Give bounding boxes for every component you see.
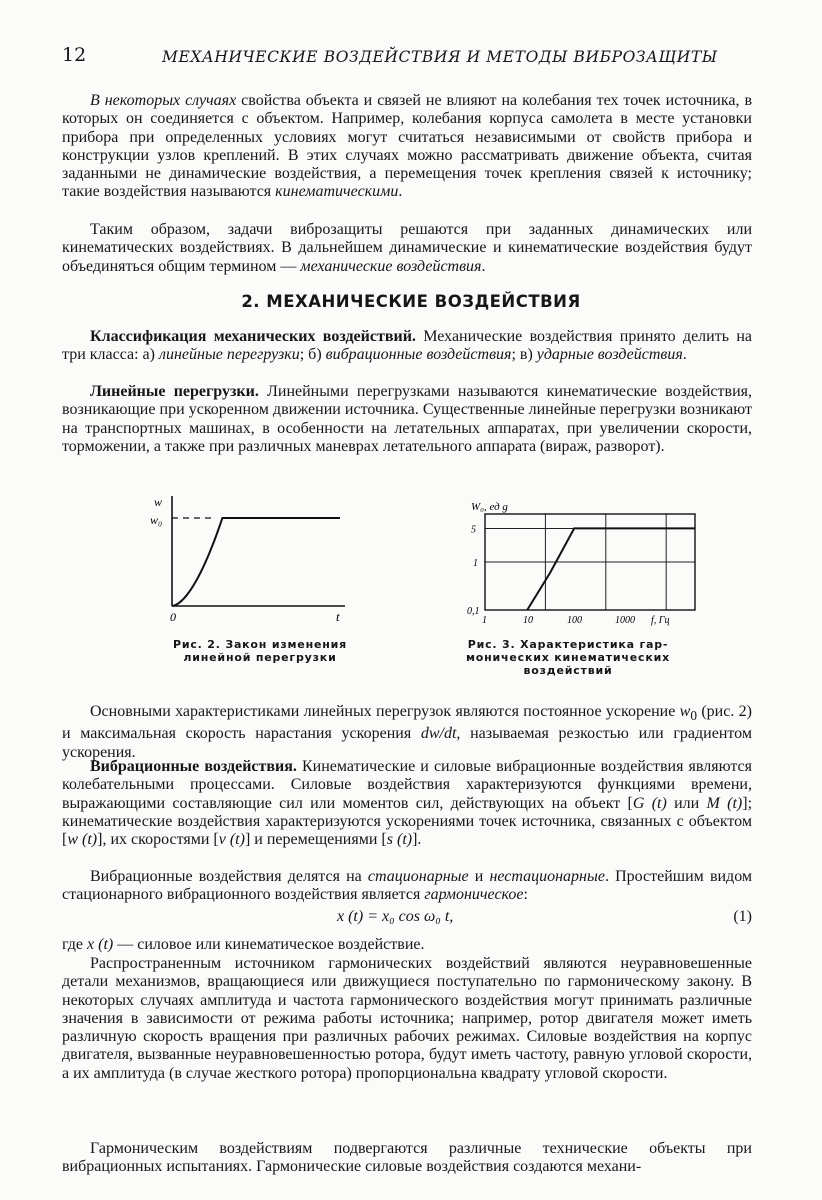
fig2-level-label: w₀ <box>150 513 163 527</box>
figure-3-caption: Рис. 3. Характеристика гар- монических кинематических воздействий <box>465 638 671 677</box>
fig3-x-unit: f, Гц <box>651 615 670 626</box>
fig3-x-tick: 100 <box>567 615 582 626</box>
figure-3-harmonic-characteristic <box>455 496 705 631</box>
equation-expression: x (t) = x₀ cos ω₀ t, <box>337 908 454 925</box>
fig2-origin-label: 0 <box>170 610 176 623</box>
paragraph-heading: Линейные перегрузки. <box>90 383 259 400</box>
paragraph-where: где x (t) — силовое или кинематическое воздействие. <box>62 936 425 953</box>
section-title: 2. МЕХАНИЧЕСКИЕ ВОЗДЕЙСТВИЯ <box>241 292 581 311</box>
fig3-y-tick: 1 <box>473 558 478 569</box>
fig3-x-tick: 1 <box>482 615 487 626</box>
paragraph-heading: Вибрационные воздействия. <box>90 758 297 775</box>
figure-2-overload-law <box>140 488 370 623</box>
figure-2-caption: Рис. 2. Закон изменения линейной перегрузки <box>172 638 348 664</box>
fig2-x-label: t <box>336 609 340 623</box>
paragraph-harmonic-sources: Распространенным источником гармонических воздействий являются неуравновешенные детали механизмов, вращающиеся или движущиеся поступательно по гармоническому закону. В некоторых случаях амплитуда и частота гармонического воздействия могут принимать различные значения в зависимости от режима работы источника; например, ротор двигателя может иметь различную скорость вращения при различных рабочих режимах. Силовые воздействия на корпус двигателя, вызванные неуравновешенностью ротора, будут иметь частоту, равную угловой скорости, а их амплитуда (в случае жесткого ротора) пропорциональна квадрату угловой скорости. <box>62 955 752 1082</box>
paragraph-vibration-actions: Вибрационные воздействия. Кинематические и силовые вибрационные воздействия являются колебательными процессами. Силовые воздействия характеризуются функциями времени, выражающими составляющие сил или моментов сил, действующих на объект [G (t) или M (t)]; кинематические воздействия характеризуются ускорениями точек источника, связанных с объектом [w (t)], их скоростями [v (t)] и перемещениями [s (t)]. <box>62 758 753 849</box>
fig2-overload-curve <box>172 518 340 606</box>
paragraph-vibration-tests: Гармоническим воздействиям подвергаются различные технические объекты при вибрационных испытаниях. Гармонические силовые воздействия создаются механи- <box>62 1140 752 1176</box>
fig3-series-line <box>527 528 695 610</box>
equation-number: (1) <box>733 908 752 925</box>
paragraph-classification: Классификация механических воздействий. Механические воздействия принято делить на три класса: а) линейные перегрузки; б) вибрационные воздействия; в) ударные воздействия. <box>62 328 753 364</box>
paragraph-summary: Таким образом, задачи виброзащиты решаются при заданных динамических или кинематических воздействиях. В дальнейшем динамические и кинематические воздействия будут объединяться общим термином — механические воздействия. <box>62 221 752 275</box>
fig3-y-label: W₀, ед g <box>471 501 508 513</box>
fig3-x-tick: 10 <box>523 615 533 626</box>
fig3-x-tick: 1000 <box>615 615 635 626</box>
running-title: МЕХАНИЧЕСКИЕ ВОЗДЕЙСТВИЯ И МЕТОДЫ ВИБРОЗАЩИТЫ <box>162 48 718 66</box>
page-number: 12 <box>62 44 87 66</box>
fig2-y-label: w <box>154 495 163 509</box>
term-kinematic: кинематическими <box>275 183 399 201</box>
paragraph-stationary: Вибрационные воздействия делятся на стационарные и нестационарные. Простейшим видом стационарного вибрационного воздействия является гармоническое: <box>62 868 753 904</box>
page-header <box>62 44 752 70</box>
paragraph-overload-characteristics: Основными характеристиками линейных перегрузок являются постоянное ускорение $w_0$ (рис. 2) и максимальная скорость нарастания ускорения dw/dt, называемая резкостью или градиентом ускорения. <box>62 703 753 761</box>
fig3-y-tick: 5 <box>471 524 476 536</box>
fig3-y-tick: 0,1 <box>467 606 480 617</box>
paragraph-kinematic-intro: В некоторых случаях свойства объекта и связей не влияют на колебания тех точек источника, в которых он соединяется с объектом. Например, колебания корпуса самолета в месте установки прибора при определенных условиях могут считаться независимыми от свойств прибора и конструкции узлов креплений. В этих случаях можно рассматривать движение объекта, считая заданными не динамические воздействия, а перемещения точек крепления связей к источнику; такие воздействия называются кинематическими. <box>62 92 752 201</box>
paragraph-linear-overloads: Линейные перегрузки. Линейными перегрузками называются кинематические воздействия, возникающие при ускоренном движении источника. Существенные линейные перегрузки возникают на транспортных машинах, в особенности на летательных аппаратах, при увеличении скорости, торможении, а также при различных маневрах летательного аппарата (вираж, разворот). <box>62 383 752 455</box>
paragraph-heading: Классификация механических воздействий. <box>90 328 416 345</box>
term-mechanical-actions: механические воздействия <box>300 257 482 275</box>
